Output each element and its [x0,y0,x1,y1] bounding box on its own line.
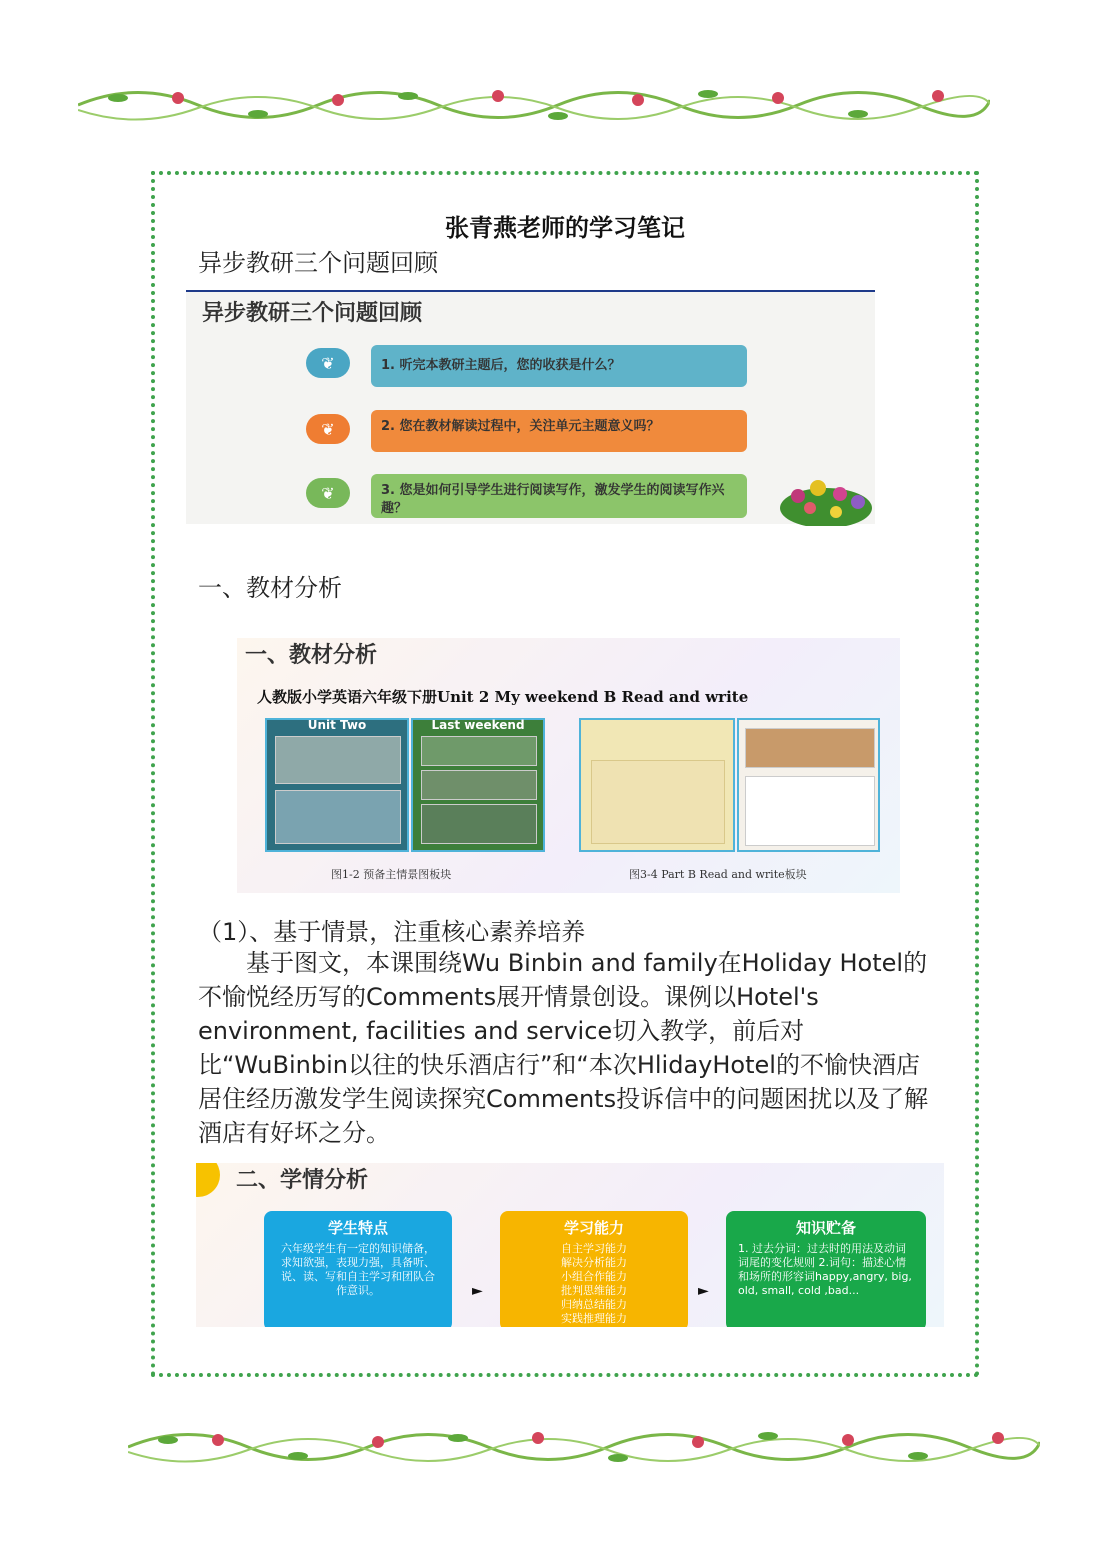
card-knowledge-reserve [726,1211,926,1327]
slide-title: 二、学情分析 [236,1168,369,1193]
slide-title: 异步教研三个问题回顾 [202,301,423,326]
card-text: 1. 过去分词：过去时的用法及动词词尾的变化规则 2.词句：描述心情和场所的形容词happy,angry, big, old, small, cold ,bad... [738,1242,912,1297]
slide-title: 一、教材分析 [245,643,378,668]
page-title: 张青燕老师的学习笔记 [445,214,685,242]
section-heading: 一、教材分析 [198,574,342,602]
list-item: 归纳总结能力 [561,1298,627,1311]
list-item: 小组合作能力 [561,1270,627,1283]
arrow-right-icon: ► [698,1283,709,1299]
illustration [745,728,875,768]
leaf-icon: ❦ [306,478,350,508]
textbook-page-image [579,718,735,852]
slide-textbook-analysis [237,638,900,893]
figure-caption: 图1-2 预备主情景图板块 [331,868,452,881]
list-item: 解决分析能力 [561,1256,627,1269]
flower-bush-image [778,472,875,526]
decorative-vine-bottom [128,1412,1040,1472]
question-box: 3. 您是如何引导学生进行阅读写作，激发学生的阅读写作兴趣？ [371,474,747,518]
leaf-icon: ❦ [306,414,350,444]
slide-subtitle: 人教版小学英语六年级下册Unit 2 My weekend B Read and write [257,688,749,706]
letter-text-area [591,760,725,844]
decorative-vine-top [78,70,990,130]
arrow-right-icon: ► [472,1283,483,1299]
panel-title: Last weekend [431,718,525,732]
illustration [275,790,401,844]
card-student-traits [264,1211,452,1327]
question-box: 1. 听完本教研主题后，您的收获是什么？ [371,345,747,387]
slide-questions [186,290,875,524]
list-item: 实践推理能力 [561,1312,627,1325]
card-title: 知识贮备 [795,1219,856,1237]
textbook-page-image [737,718,880,852]
body-text: 基于图文，本课围绕Wu Binbin and family在Holiday Hotel的不愉悦经历写的Comments展开情景创设。课例以Hotel's environment, facilities and service切入教学，前后对比“WuBinbin以往的快乐酒店行”和“本次HlidayHotel的不愉快酒店居住经历激发学生阅读探究Comments投诉信中的问题困扰以及了解酒店有好坏之分。 [198,949,929,1147]
textbook-page-image [265,718,409,852]
list-item: 自主学习能力 [561,1242,627,1255]
leaf-icon: ❦ [306,348,350,378]
divider [186,290,875,292]
slide-student-analysis [196,1163,944,1327]
illustration [421,804,537,844]
exercise-area [745,776,875,846]
paragraph-heading: （1）、基于情景，注重核心素养培养 [198,918,586,946]
panel-title: Unit Two [307,718,367,732]
card-title: 学习能力 [563,1219,624,1237]
subtitle: 异步教研三个问题回顾 [198,249,438,277]
card-title: 学生特点 [327,1219,388,1237]
card-learning-ability [500,1211,688,1327]
card-list [500,1238,688,1327]
illustration [421,770,537,800]
question-box: 2. 您在教材解读过程中，关注单元主题意义吗？ [371,410,747,452]
card-text: 六年级学生有一定的知识储备，求知欲强，表现力强，具备听、说、读、写和自主学习和团队合作意识。 [281,1242,435,1297]
figure-caption: 图3-4 Part B Read and write板块 [629,868,807,881]
list-item: 批判思维能力 [561,1284,627,1297]
illustration [421,736,537,766]
textbook-page-image [411,718,545,852]
illustration [275,736,401,784]
decorative-dot [196,1163,220,1197]
